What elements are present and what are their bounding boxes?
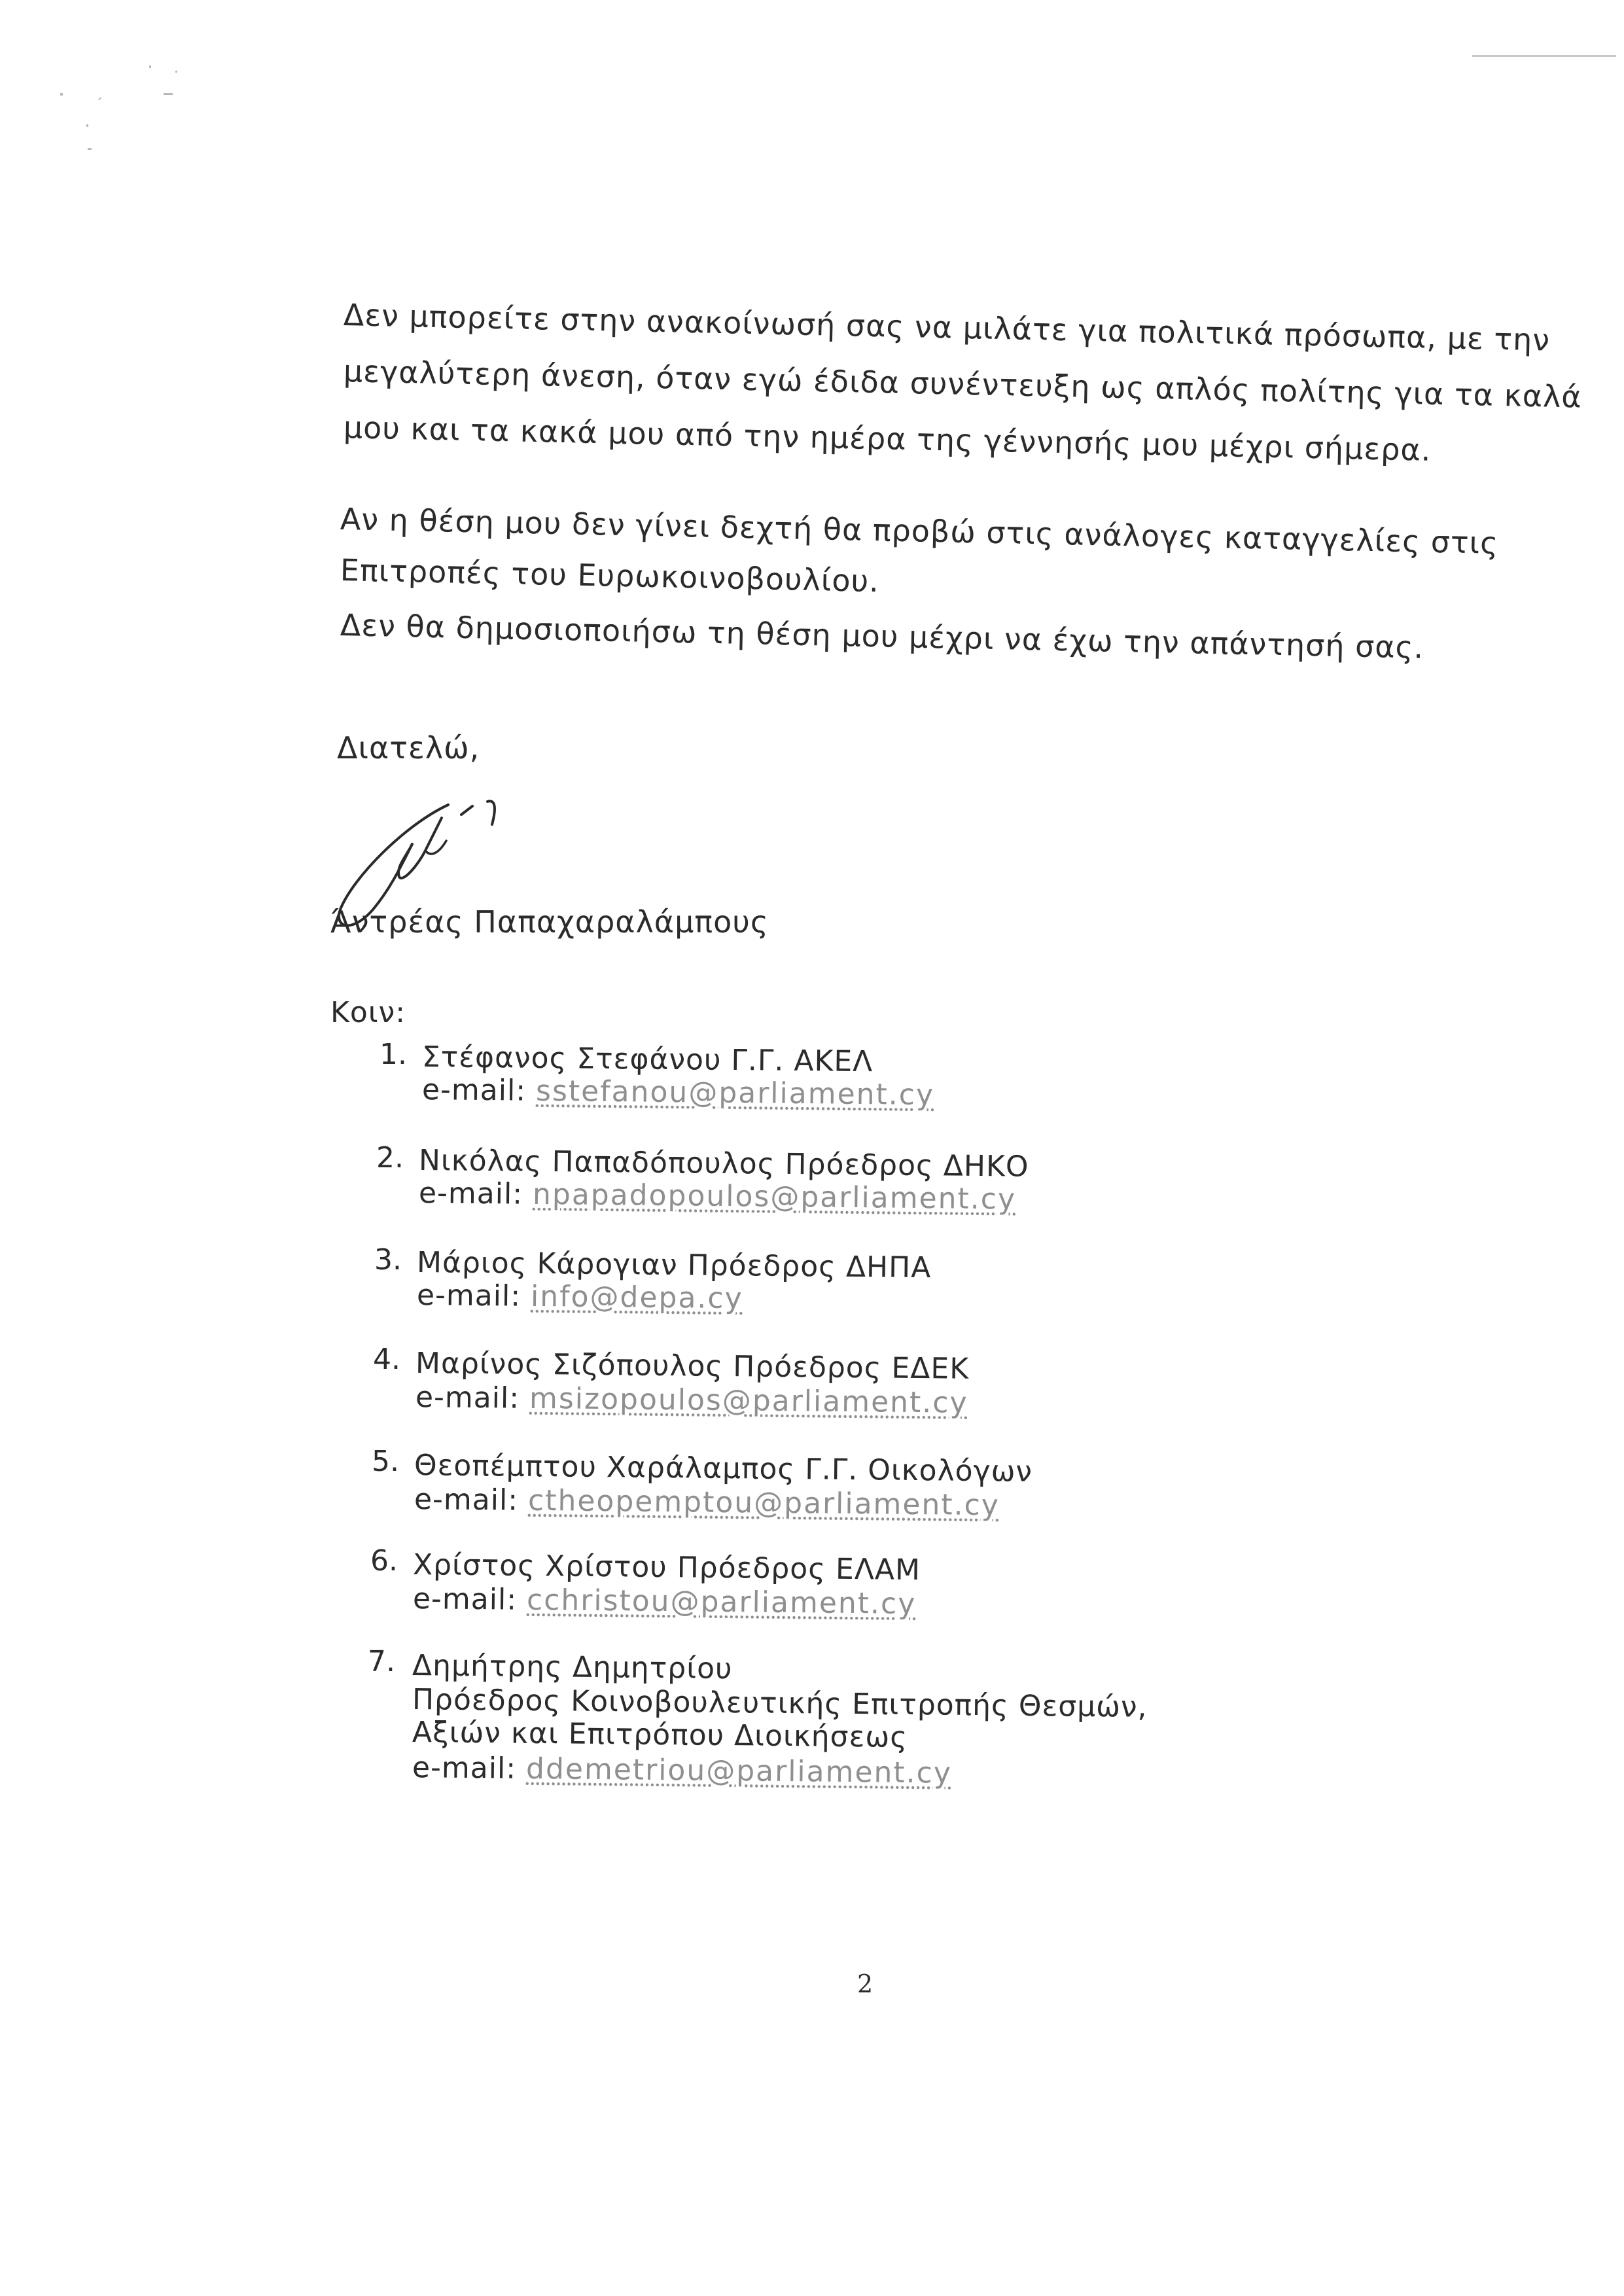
scan-speck <box>86 124 88 127</box>
recipient-email-line <box>415 1383 968 1418</box>
recipient-number: 7. <box>368 1645 395 1678</box>
paragraph-line: Επιτροπές του Ευρωκοινοβουλίου. <box>340 552 880 599</box>
recipient-title: Πρόεδρος Κοινοβουλευτικής Επιτροπής Θεσμών, <box>412 1683 1148 1724</box>
recipient-email[interactable]: sstefanou@parliament.cy <box>535 1074 935 1112</box>
scan-speck <box>149 65 151 68</box>
recipient-name: Δημήτρης Δημητρίου <box>412 1649 733 1686</box>
email-label: e-mail: <box>412 1751 517 1786</box>
recipient-email[interactable]: info@depa.cy <box>530 1279 743 1316</box>
recipient-name: Στέφανος Στεφάνου Γ.Γ. ΑΚΕΛ <box>421 1040 874 1079</box>
email-label: e-mail: <box>414 1483 519 1517</box>
recipient-name: Χρίστος Χρίστου Πρόεδρος ΕΛΑΜ <box>412 1548 921 1587</box>
email-label: e-mail: <box>418 1176 523 1211</box>
recipient-name: Νικόλας Παπαδόπουλος Πρόεδρος ΔΗΚΟ <box>418 1144 1029 1184</box>
paragraph-line: Δεν μπορείτε στην ανακοίνωσή σας να μιλάτε για πολιτικά πρόσωπα, με την <box>343 297 1551 358</box>
email-label: e-mail: <box>416 1279 521 1313</box>
paragraph-line: Δεν θα δημοσιοποιήσω τη θέση μου μέχρι να έχω την απάντησή σας. <box>340 607 1424 665</box>
paragraph-line: μεγαλύτερη άνεση, όταν εγώ έδιδα συνέντευξη ως απλός πολίτης για τα καλά <box>343 353 1583 415</box>
email-label: e-mail: <box>415 1381 520 1415</box>
email-label: e-mail: <box>412 1582 518 1617</box>
recipient-number: 4. <box>373 1343 400 1376</box>
recipient-email-line <box>416 1279 743 1316</box>
scan-speck <box>164 93 173 95</box>
recipient-email[interactable]: ddemetriou@parliament.cy <box>525 1752 953 1790</box>
recipient-number: 6. <box>370 1544 398 1578</box>
recipient-email[interactable]: ctheopemptou@parliament.cy <box>527 1483 1000 1523</box>
scan-speck <box>88 148 92 150</box>
recipient-email-line <box>414 1483 1000 1523</box>
page-number: 2 <box>857 1969 874 1998</box>
recipient-number: 2. <box>376 1141 404 1174</box>
recipient-number: 1. <box>380 1038 407 1071</box>
email-label: e-mail: <box>421 1073 527 1108</box>
recipient-name: Θεοπέμπτου Χαράλαμπος Γ.Γ. Οικολόγων <box>414 1449 1033 1489</box>
recipient-title: Αξιών και Επιτρόπου Διοικήσεως <box>412 1716 908 1754</box>
recipient-email-line <box>412 1751 953 1790</box>
recipient-number: 3. <box>374 1243 402 1277</box>
scan-speck <box>60 93 63 96</box>
scan-speck <box>175 71 177 73</box>
recipient-email-line <box>421 1073 935 1112</box>
scan-speck <box>98 97 101 101</box>
closing-salutation: Διατελώ, <box>337 730 480 766</box>
recipient-email[interactable]: npapadopoulos@parliament.cy <box>532 1177 1017 1216</box>
recipient-email-line <box>418 1176 1017 1216</box>
recipient-number: 5. <box>372 1445 399 1478</box>
recipient-name: Μάριος Κάρογιαν Πρόεδρος ΔΗΠΑ <box>416 1246 932 1285</box>
scan-edge-line <box>1472 55 1616 57</box>
cc-label: Κοιν: <box>330 996 406 1029</box>
paragraph-line: Αν η θέση μου δεν γίνει δεχτή θα προβώ στις ανάλογες καταγγελίες στις <box>340 501 1499 561</box>
signer-name: Άντρέας Παπαχαραλάμπους <box>330 904 769 940</box>
paragraph-line: μου και τα κακά μου από την ημέρα της γέννησής μου μέχρι σήμερα. <box>343 410 1432 468</box>
recipient-email[interactable]: cchristou@parliament.cy <box>526 1583 917 1621</box>
recipient-email[interactable]: msizopoulos@parliament.cy <box>529 1381 968 1420</box>
recipient-name: Μαρίνος Σιζόπουλος Πρόεδρος ΕΔΕΚ <box>415 1347 970 1386</box>
recipient-email-line <box>412 1582 917 1621</box>
